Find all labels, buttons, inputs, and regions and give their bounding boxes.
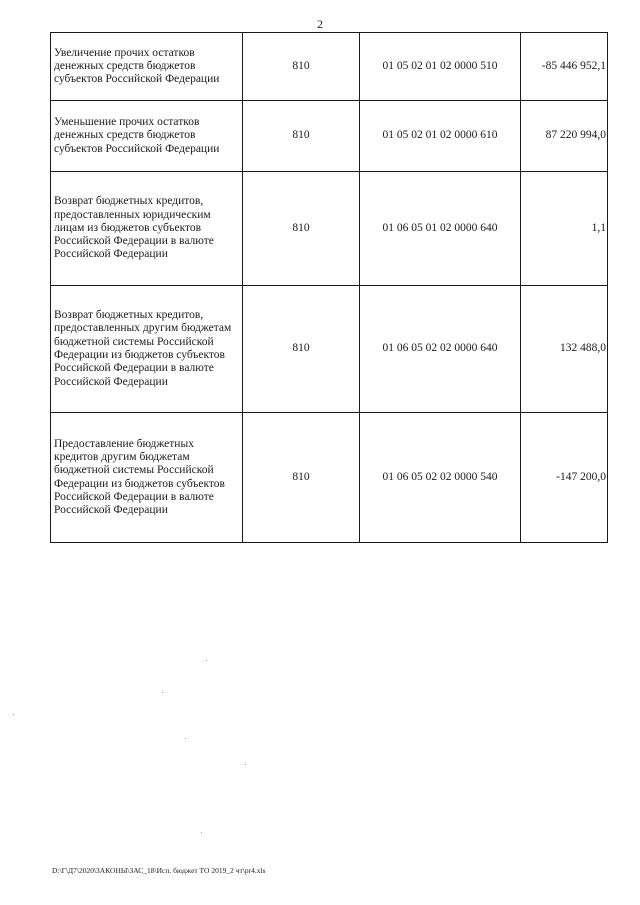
row-budget-code-cell: 01 05 02 01 02 0000 510	[360, 33, 521, 101]
row-name-cell: Предоставление бюджетных кредитов другим бюджетам бюджетной системы Российской Федерации из бюджетов субъектов Российской Федерации в валюте Российской Федерации	[51, 413, 243, 543]
row-amount-cell: -85 446 952,1	[521, 33, 608, 101]
table-row	[51, 413, 608, 543]
scan-speck	[201, 832, 202, 833]
row-budget-code-cell: 01 06 05 02 02 0000 540	[360, 413, 521, 543]
table-row	[51, 286, 608, 413]
file-path-footer: D:\Г\Д7\2020\ЗАКОНЫ\ЗАС_18\Исп. бюджет ТО 2019_2 чт\pr4.xls	[52, 866, 266, 875]
row-admin-code-cell: 810	[243, 33, 360, 101]
row-budget-code-cell: 01 05 02 01 02 0000 610	[360, 101, 521, 172]
scan-speck	[206, 660, 207, 661]
row-admin-code-cell: 810	[243, 286, 360, 413]
scan-speck	[245, 764, 246, 765]
table-row	[51, 33, 608, 101]
row-admin-code-cell: 810	[243, 413, 360, 543]
row-name-cell: Возврат бюджетных кредитов, предоставленных юридическим лицам из бюджетов субъектов Российской Федерации в валюте Российской Федерации	[51, 172, 243, 286]
scan-speck	[162, 692, 163, 693]
row-budget-code-cell: 01 06 05 01 02 0000 640	[360, 172, 521, 286]
budget-sources-table	[50, 32, 608, 543]
table-row	[51, 101, 608, 172]
row-name-cell: Возврат бюджетных кредитов, предоставленных другим бюджетам бюджетной системы Российской Федерации из бюджетов субъектов Российской Федерации в валюте Российской Федерации	[51, 286, 243, 413]
row-name-cell: Уменьшение прочих остатков денежных средств бюджетов субъектов Российской Федерации	[51, 101, 243, 172]
row-admin-code-cell: 810	[243, 172, 360, 286]
row-amount-cell: 132 488,0	[521, 286, 608, 413]
table-row	[51, 172, 608, 286]
scan-speck	[13, 714, 14, 715]
row-admin-code-cell: 810	[243, 101, 360, 172]
row-amount-cell: 87 220 994,0	[521, 101, 608, 172]
row-name-cell: Увеличение прочих остатков денежных средств бюджетов субъектов Российской Федерации	[51, 33, 243, 101]
row-amount-cell: -147 200,0	[521, 413, 608, 543]
page-number: 2	[317, 17, 323, 31]
row-amount-cell: 1,1	[521, 172, 608, 286]
scan-speck	[185, 738, 186, 739]
row-budget-code-cell: 01 06 05 02 02 0000 640	[360, 286, 521, 413]
